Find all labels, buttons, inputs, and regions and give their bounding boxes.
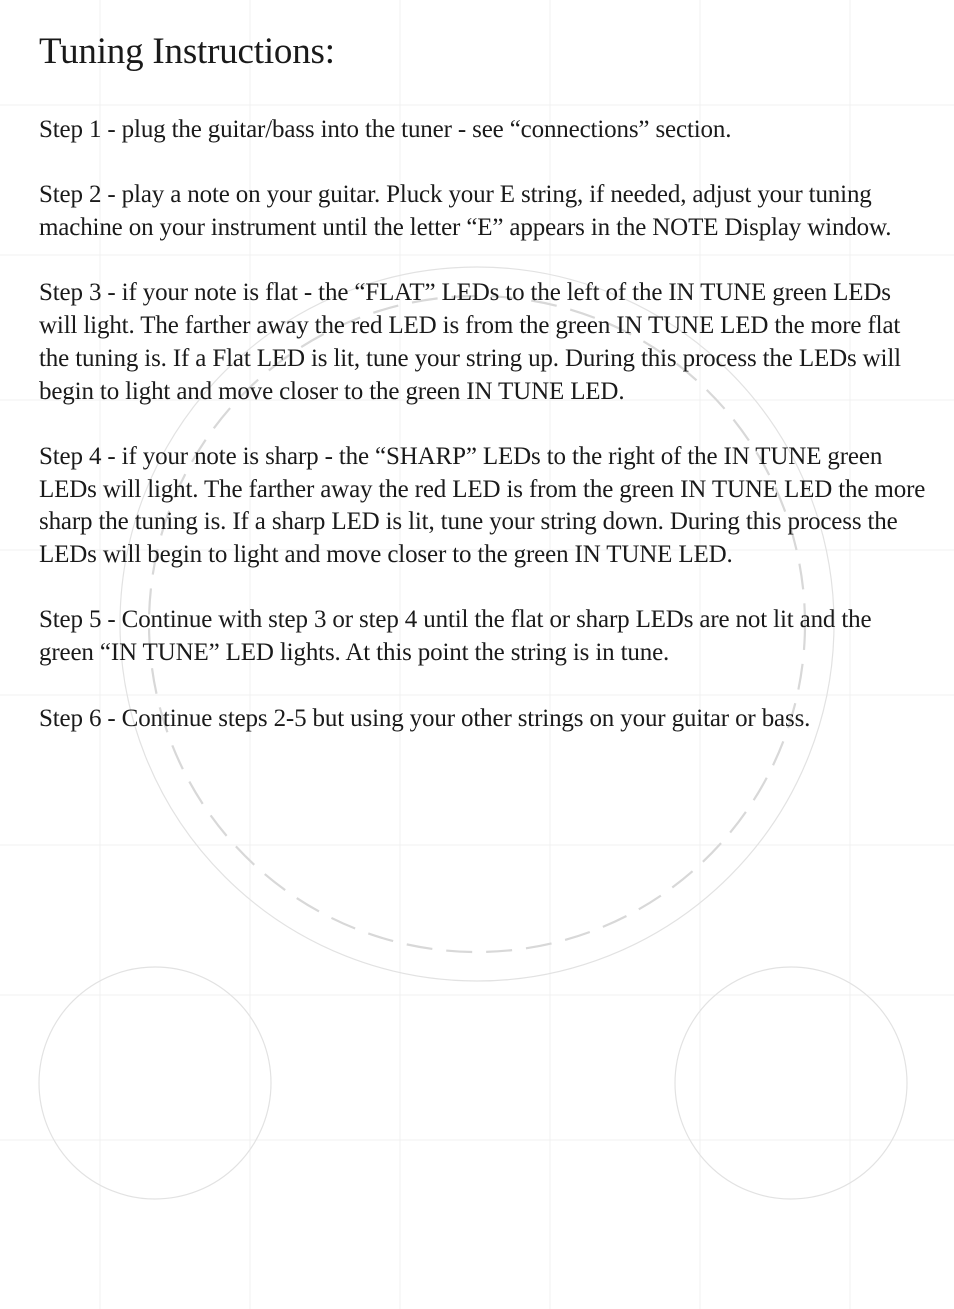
tuning-instructions-section [39, 30, 929, 768]
step-3: Step 3 - if your note is flat - the “FLAT” LEDs to the left of the IN TUNE green LEDs will light. The farther away the red LED is from the green IN TUNE LED the more flat the tuning is. If a Flat LED is lit, tune your string up. During this process the LEDs will begin to light and move closer to the green IN TUNE LED. [39, 279, 901, 405]
step-1: Step 1 - plug the guitar/bass into the tuner - see “connections” section. [39, 116, 732, 143]
step-4: Step 4 - if your note is sharp - the “SHARP” LEDs to the right of the IN TUNE green LEDs will light. The farther away the red LED is from the green IN TUNE LED the more sharp the tuning is. If a sharp LED is lit, tune your string down. During this process the LEDs will begin to light and move closer to the green IN TUNE LED. [39, 442, 926, 569]
steps-list [39, 114, 929, 735]
left-knob-outline [39, 967, 271, 1199]
page-title: Tuning Instructions: [39, 31, 335, 72]
step-2: Step 2 - play a note on your guitar. Pluck your E string, if needed, adjust your tuning machine on your instrument until the letter “E” appears in the NOTE Display window. [39, 181, 892, 242]
step-6: Step 6 - Continue steps 2-5 but using your other strings on your guitar or bass. [39, 704, 811, 732]
step-5: Step 5 - Continue with step 3 or step 4 until the flat or sharp LEDs are not lit and the green “IN TUNE” LED lights. At this point the string is in tune. [39, 606, 872, 667]
right-knob-outline [675, 967, 907, 1199]
